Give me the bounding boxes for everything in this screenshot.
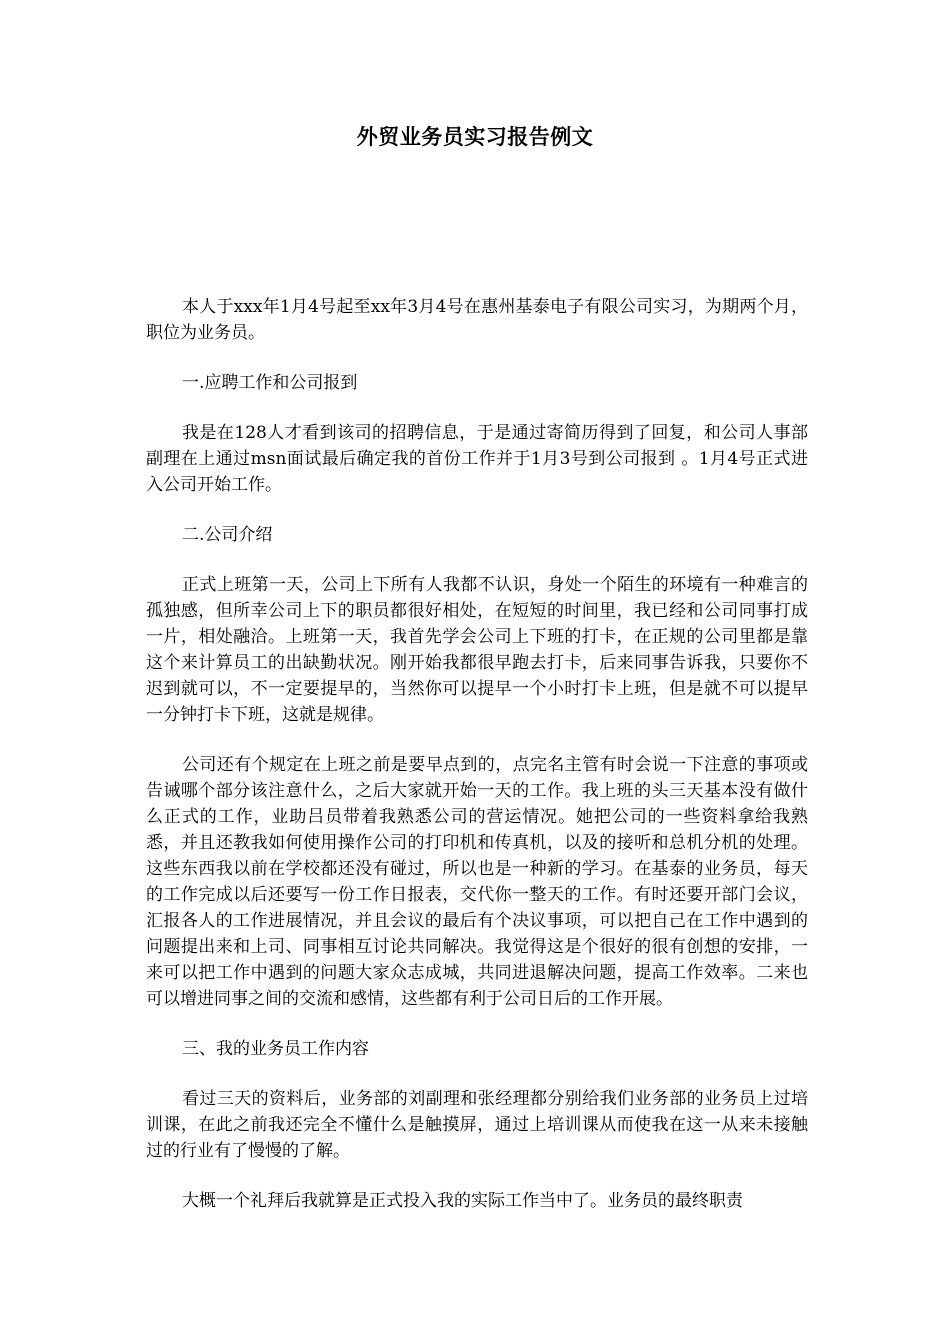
paragraph-intro: 本人于xxx年1月4号起至xx年3月4号在惠州基泰电子有限公司实习，为期两个月，职位为业务员。 (146, 297, 808, 343)
document-title: 外贸业务员实习报告例文 (356, 124, 594, 149)
paragraph-company-rules: 公司还有个规定在上班之前是要早点到的，点完名主管有时会说一下注意的事项或告诫哪个部分该注意什么，之后大家就开始一天的工作。我上班的头三天基本没有做什么正式的工作，业助吕员带着我熟悉公司的营运情况。她把公司的一些资料拿给我熟悉，并且还教我如何使用操作公司的打印机和传真机，以及的接听和总机分机的处理。这些东西我以前在学校都还没有碰过，所以也是一种新的学习。在基泰的业务员，每天的工作完成以后还要写一份工作日报表，交代你一整天的工作。有时还要开部门会议，汇报各人的工作进展情况，并且会议的最后有个决议事项，可以把自己在工作中遇到的问题提出来和上司、同事相互讨论共同解决。我觉得这是个很好的很有创想的安排，一来可以把工作中遇到的问题大家众志成城，共同进退解决问题，提高工作效率。二来也可以增进同事之间的交流和感情，这些都有利于公司日后的工作开展。 (146, 755, 808, 1009)
section-heading-1: 一.应聘工作和公司报到 (182, 373, 358, 393)
paragraph-training: 看过三天的资料后，业务部的刘副理和张经理都分别给我们业务部的业务员上过培训课，在此之前我还完全不懂什么是触摸屏，通过上培训课从而使我在这一从来未接触过的行业有了慢慢的了解。 (146, 1089, 808, 1161)
paragraph-first-day: 正式上班第一天，公司上下所有人我都不认识，身处一个陌生的环境有一种难言的孤独感，但所幸公司上下的职员都很好相处，在短短的时间里，我已经和公司同事打成一片，相处融洽。上班第一天，我首先学会公司上下班的打卡，在正规的公司里都是靠这个来计算员工的出缺勤状况。刚开始我都很早跑去打卡，后来同事告诉我，只要你不迟到就可以，不一定要提早的，当然你可以提早一个小时打卡上班，但是就不可以提早一分钟打卡下班，这就是规律。 (146, 575, 808, 725)
paragraph-work-start: 大概一个礼拜后我就算是正式投入我的实际工作当中了。业务员的最终职责 (182, 1191, 743, 1211)
section-heading-3: 三、我的业务员工作内容 (182, 1039, 369, 1059)
paragraph-application: 我是在128人才看到该司的招聘信息，于是通过寄简历得到了回复，和公司人事部副理在上通过msn面试最后确定我的首份工作并于1月3号到公司报到 。1月4号正式进入公司开始工作。 (146, 423, 808, 495)
section-heading-2: 二.公司介绍 (182, 525, 273, 545)
document-body (146, 294, 808, 1238)
